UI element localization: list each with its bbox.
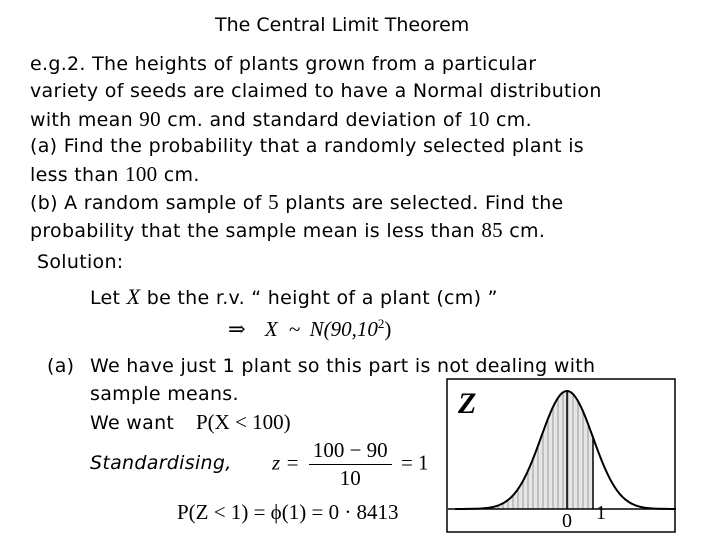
solution-label: Solution: — [37, 251, 124, 273]
z-standardisation: z = $\frac{100 - 90}{10}$ = 1 — [272, 438, 429, 490]
sample-size-value: 5 — [268, 190, 279, 214]
want-label: We want — [90, 412, 175, 434]
z-denominator: 10 — [339, 466, 361, 490]
final-probability: P(Z < 1) = ϕ(1) = 0 · 8413 — [177, 500, 399, 524]
example-line-2: variety of seeds are claimed to have a Normal distribution — [30, 80, 602, 102]
implies-arrow: ⇒ — [228, 317, 246, 341]
z-numerator: 100 − 90 — [309, 438, 392, 465]
let-statement: Let X be the r.v. “ height of a plant (cm) ” — [90, 284, 498, 309]
want-expression: P(X < 100) — [196, 410, 291, 434]
standardising-label: Standardising, — [90, 452, 232, 474]
sample-mean-value: 85 — [481, 218, 503, 242]
page-title: The Central Limit Theorem — [215, 14, 470, 36]
example-line-6: (b) A random sample of 5 plants are selected. Find the — [30, 190, 564, 214]
sd-value: 10 — [468, 107, 490, 131]
z-fraction — [309, 438, 392, 491]
example-line-3: with mean 90 cm. and standard deviation of 10 cm. — [30, 107, 532, 131]
random-variable-x: X — [126, 284, 141, 309]
normal-curve-figure — [446, 378, 676, 533]
example-line-5: less than 100 cm. — [30, 162, 200, 186]
part-a-label: (a) — [47, 355, 75, 377]
example-line-4: (a) Find the probability that a randomly selected plant is — [30, 135, 585, 157]
tick-label-one: 1 — [596, 502, 606, 524]
part-a-line-1: We have just 1 plant so this part is not dealing with — [90, 355, 596, 377]
part-a-line-2: sample means. — [90, 383, 239, 405]
example-line-1: e.g.2. The heights of plants grown from a particular — [30, 53, 537, 75]
distribution-statement: ⇒ X ~ N(90,10$^2$) — [228, 316, 392, 341]
threshold-value: 100 — [125, 162, 158, 186]
z-label: Z — [458, 387, 477, 420]
mean-value: 90 — [139, 107, 161, 131]
tick-label-zero: 0 — [562, 510, 572, 532]
example-line-7: probability that the sample mean is less than 85 cm. — [30, 218, 546, 242]
